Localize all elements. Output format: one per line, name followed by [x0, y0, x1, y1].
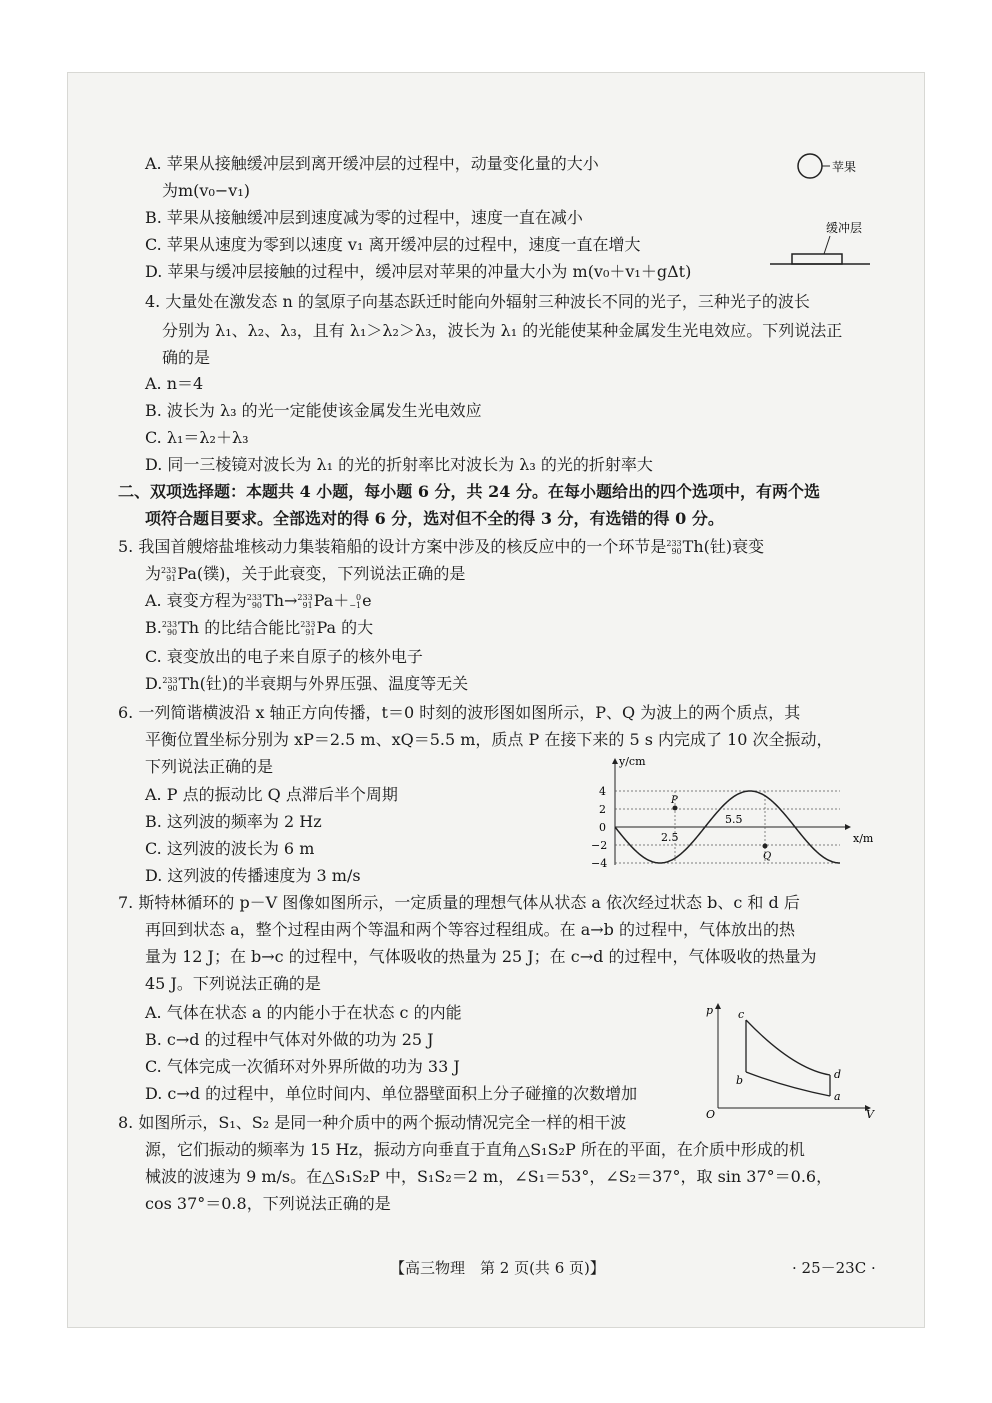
q6-option-b: B. 这列波的频率为 2 Hz	[145, 812, 322, 831]
q6-option-c: C. 这列波的波长为 6 m	[145, 839, 315, 858]
q5-stem-1	[118, 537, 764, 557]
pa-nuclide: 233 91	[161, 565, 177, 583]
buffer-label: 缓冲层	[826, 221, 863, 235]
section-2-heading-2: 项符合题目要求。全部选对的得 6 分，选对但不全的得 3 分，有选错的得 0 分。	[145, 509, 724, 528]
q8-stem-3: 械波的波速为 9 m/s。在△S₁S₂P 中，S₁S₂＝2 m，∠S₁＝53°，∠S₂＝37°，取 sin 37°＝0.6，	[145, 1167, 833, 1186]
q6-stem-3: 下列说法正确的是	[145, 757, 274, 776]
pv-isotherm-ba	[746, 1072, 830, 1096]
buffer-layer-rect	[792, 254, 842, 264]
q7-stem-3: 量为 12 J；在 b→c 的过程中，气体吸收的热量为 25 J；在 c→d 的过程中，气体吸收的热量为	[145, 947, 817, 966]
section-2-heading-1: 二、双项选择题：本题共 4 小题，每小题 6 分，共 24 分。在每小题给出的四个选项中，有两个选	[118, 482, 820, 501]
q7-stem-1: 7. 斯特林循环的 p－V 图像如图所示，一定质量的理想气体从状态 a 依次经过状态 b、c 和 d 后	[118, 893, 800, 912]
q4-option-c: C. λ₁＝λ₂＋λ₃	[145, 428, 249, 447]
q6-stem-1: 6. 一列简谐横波沿 x 轴正方向传播，t＝0 时刻的波形图如图所示，P、Q 为波上的两个质点，其	[118, 703, 801, 722]
apple-buffer-figure	[770, 150, 880, 275]
page-code: · 25－23C ·	[792, 1259, 876, 1277]
q5-option-a: A. 衰变方程为 233 90 Th→ 233 91 Pa＋ 0 −1 e	[145, 591, 372, 610]
q5-stem-text: 5. 我国首艘熔盐堆核动力集装箱船的设计方案中涉及的核反应中的一个环节是	[118, 537, 667, 556]
wave-tick-0: 0	[599, 821, 606, 834]
electron-nuclide: 0 −1	[349, 592, 362, 610]
q5-stem-2: 为 233 91 Pa(镤)，关于此衰变，下列说法正确的是	[145, 564, 466, 583]
pv-label-c: c	[738, 1008, 745, 1021]
q4-option-d: D. 同一三棱镜对波长为 λ₁ 的光的折射率比对波长为 λ₃ 的光的折射率大	[145, 455, 653, 474]
q3-option-c: C. 苹果从速度为零到以速度 v₁ 离开缓冲层的过程中，速度一直在增大	[145, 235, 641, 254]
th-nuclide: 233 90	[666, 538, 682, 556]
wave-tick-neg2: −2	[591, 839, 608, 852]
wave-tick-2: 2	[599, 803, 606, 816]
q5-stem-th: Th(钍)衰变	[682, 537, 765, 556]
pv-label-d: d	[834, 1068, 842, 1081]
q3-option-a: A. 苹果从接触缓冲层到离开缓冲层的过程中，动量变化量的大小	[145, 154, 599, 173]
wave-x-label: x/m	[853, 832, 874, 845]
q7-option-d: D. c→d 的过程中，单位时间内、单位器壁面积上分子碰撞的次数增加	[145, 1084, 638, 1103]
q4-stem-1: 4. 大量处在激发态 n 的氢原子向基态跃迁时能向外辐射三种波长不同的光子，三种光子的波长	[145, 292, 810, 311]
wave-figure	[585, 755, 885, 875]
q7-stem-4: 45 J。下列说法正确的是	[145, 974, 321, 993]
wave-tick-neg4: −4	[591, 857, 608, 870]
q6-option-d: D. 这列波的传播速度为 3 m/s	[145, 866, 361, 885]
pv-label-a: a	[834, 1090, 841, 1103]
wave-point-p	[673, 806, 678, 811]
q4-option-b: B. 波长为 λ₃ 的光一定能使该金属发生光电效应	[145, 401, 482, 420]
buffer-leader-line	[824, 236, 830, 254]
q8-stem-1: 8. 如图所示，S₁、S₂ 是同一种介质中的两个振动情况完全一样的相干波	[118, 1113, 627, 1132]
q3-option-d: D. 苹果与缓冲层接触的过程中，缓冲层对苹果的冲量大小为 m(v₀＋v₁＋gΔt)	[145, 262, 692, 281]
page-footer: 【高三物理 第 2 页(共 6 页)】	[390, 1259, 605, 1277]
q3-option-b: B. 苹果从接触缓冲层到速度减为零的过程中，速度一直在减小	[145, 208, 583, 227]
q5-option-b: B. 233 90 Th 的比结合能比 233 91 Pa 的大	[145, 618, 374, 637]
wave-point-q	[763, 844, 768, 849]
apple-label: 苹果	[832, 160, 857, 174]
q5-option-d: D. 233 90 Th(钍)的半衰期与外界压强、温度等无关	[145, 674, 469, 693]
q3-option-a-cont: 为m(v₀−v₁)	[162, 181, 250, 200]
q7-option-b: B. c→d 的过程中气体对外做的功为 25 J	[145, 1030, 434, 1049]
pv-p-label: p	[706, 1004, 714, 1017]
q8-stem-4: cos 37°＝0.8，下列说法正确的是	[145, 1194, 391, 1213]
q5-option-c: C. 衰变放出的电子来自原子的核外电子	[145, 647, 423, 666]
q4-option-a: A. n＝4	[145, 374, 204, 393]
wave-label-q: Q	[763, 851, 772, 862]
wave-tick-4: 4	[599, 785, 606, 798]
pv-figure	[700, 1000, 880, 1120]
pv-origin: O	[706, 1108, 716, 1120]
q7-option-c: C. 气体完成一次循环对外界所做的功为 33 J	[145, 1057, 460, 1076]
q4-stem-2: 分别为 λ₁、λ₂、λ₃，且有 λ₁＞λ₂＞λ₃，波长为 λ₁ 的光能使某种金属发生光电效应。下列说法正	[162, 321, 843, 340]
pv-isotherm-cd	[746, 1020, 830, 1075]
wave-y-label: y/cm	[619, 755, 646, 768]
wave-label-xq: 5.5	[725, 813, 743, 826]
wave-label-xp: 2.5	[661, 831, 679, 844]
q4-stem-3: 确的是	[162, 348, 211, 367]
q7-stem-2: 再回到状态 a，整个过程由两个等温和两个等容过程组成。在 a→b 的过程中，气体放出的热	[145, 920, 795, 939]
q6-option-a: A. P 点的振动比 Q 点滞后半个周期	[145, 785, 398, 804]
pv-label-b: b	[736, 1074, 744, 1087]
q7-option-a: A. 气体在状态 a 的内能小于在状态 c 的内能	[145, 1003, 462, 1022]
apple-circle	[798, 154, 822, 178]
pv-v-label: V	[866, 1108, 874, 1120]
q6-stem-2: 平衡位置坐标分别为 xP＝2.5 m、xQ＝5.5 m，质点 P 在接下来的 5 s 内完成了 10 次全振动，	[145, 730, 833, 749]
q8-stem-2: 源，它们振动的频率为 15 Hz，振动方向垂直于直角△S₁S₂P 所在的平面，在介质中形成的机	[145, 1140, 805, 1159]
wave-label-p: P	[671, 795, 678, 806]
